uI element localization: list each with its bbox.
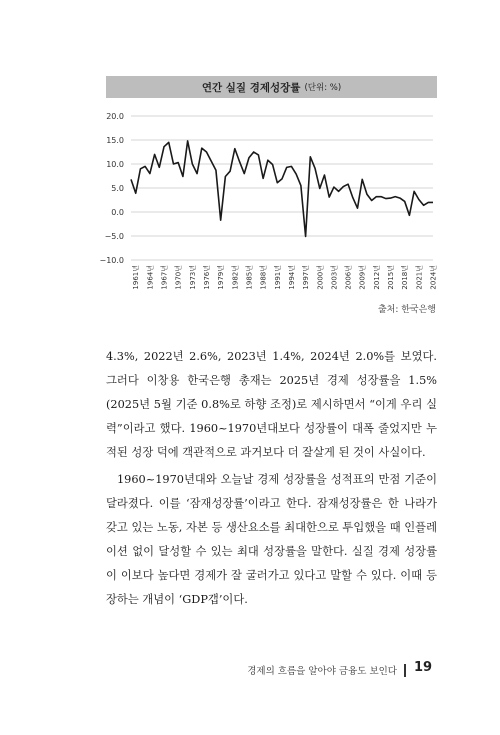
x-tick-label: 2018년 xyxy=(401,265,410,290)
x-tick-label: 1973년 xyxy=(188,265,197,290)
chart-title: 연간 실질 경제성장률 xyxy=(201,81,301,94)
paragraph-text: 1960~1970년대와 오늘날 경제 성장률을 성적표의 만점 기준이 달라졌다. 이를 ‘잠재성장률’이라고 한다. 잠재성장률은 한 나라가 갖고 있는 노동, 자본 등 생산요소를 최대한으로 투입했을 때 인플레이션 없이 달성할 수 있는 최대 성장률을 말한다. 실질 경제 성장률이 이보다 높다면 경제가 잘 굴러가고 있다고 말할 수 있다. 이때 등장하는 개념이 ‘GDP갭’이다. xyxy=(106,473,437,606)
y-tick-label: 20.0 xyxy=(106,112,124,121)
x-tick-label: 1997년 xyxy=(302,265,311,290)
x-tick-label: 1976년 xyxy=(203,265,211,290)
x-tick-label: 2000년 xyxy=(316,265,325,290)
x-tick-label: 1985년 xyxy=(245,265,254,290)
y-tick-label: −5.0 xyxy=(104,232,124,241)
y-tick-label: 5.0 xyxy=(111,184,124,193)
chart-unit-label: (단위: %) xyxy=(304,83,342,93)
paragraph-text: 4.3%, 2022년 2.6%, 2023년 1.4%, 2024년 2.0%를 보였다. 그러다 이창용 한국은행 총재는 2025년 경제 성장률을 1.5%(2025년 5월 기준 0.8%로 하향 조정)로 제시하면서 “이게 우리 실력”이라고 했다. 1960~1970년대보다 성장률이 대폭 줄었지만 누적된 성장 덕에 객관적으로 과거보다 더 잘살게 된 것이 사실이다. xyxy=(106,350,437,459)
x-tick-label: 1967년 xyxy=(160,265,169,290)
chart-grid xyxy=(131,116,433,260)
series-line xyxy=(131,141,433,237)
footer-divider xyxy=(404,664,406,677)
x-tick-label: 2024년 xyxy=(429,265,438,290)
chart-source: 출처: 한국은행 xyxy=(377,305,436,315)
y-axis-ticks xyxy=(99,112,124,265)
x-tick-label: 2012년 xyxy=(372,265,381,290)
chart-series xyxy=(131,141,433,237)
y-tick-label: 15.0 xyxy=(106,136,124,145)
x-axis-ticks xyxy=(131,265,437,290)
x-tick-label: 2009년 xyxy=(358,265,367,290)
x-tick-label: 2006년 xyxy=(344,265,353,290)
running-title: 경제의 흐름을 알아야 금융도 보인다 xyxy=(247,666,397,677)
x-tick-label: 1982년 xyxy=(231,265,240,290)
x-tick-label: 1979년 xyxy=(217,265,226,290)
body-paragraph-2 xyxy=(106,468,437,612)
x-tick-label: 1994년 xyxy=(287,265,296,290)
x-tick-label: 1988년 xyxy=(259,265,268,290)
body-paragraph-1 xyxy=(106,345,437,465)
x-tick-label: 2021년 xyxy=(415,265,424,290)
y-tick-label: −10.0 xyxy=(99,256,124,265)
page-number: 19 xyxy=(414,660,433,675)
x-tick-label: 1970년 xyxy=(174,265,183,290)
x-tick-label: 1964년 xyxy=(146,265,155,290)
x-tick-label: 1961년 xyxy=(132,265,141,290)
y-tick-label: 0.0 xyxy=(111,208,124,217)
y-tick-label: 10.0 xyxy=(106,160,124,169)
x-tick-label: 2015년 xyxy=(387,265,396,290)
x-tick-label: 2003년 xyxy=(330,265,339,290)
growth-rate-chart xyxy=(0,0,500,300)
x-tick-label: 1991년 xyxy=(273,265,282,290)
